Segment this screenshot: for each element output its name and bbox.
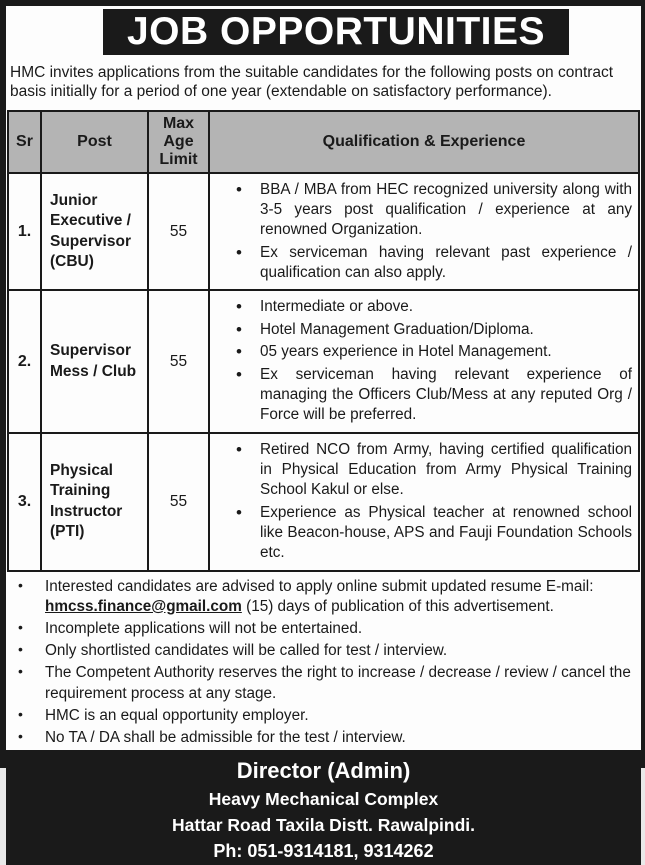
row-post: Junior Executive / Supervisor (CBU) <box>41 173 148 291</box>
col-header-max-age: Max Age Limit <box>148 111 209 173</box>
qualification-item: • 05 years experience in Hotel Management. <box>210 342 632 362</box>
note-apply-instructions <box>11 577 634 617</box>
row-post: Supervisor Mess / Club <box>41 290 148 432</box>
qualification-item: • Ex serviceman having relevant past experience / qualification can also apply. <box>210 243 632 284</box>
note-apply-suffix: (15) days of publication of this advertisement. <box>241 597 554 615</box>
row-qualifications <box>209 290 639 432</box>
col-header-post: Post <box>41 111 148 173</box>
qualification-item: • Retired NCO from Army, having certified qualification in Physical Education from Army Physical Training School Kakul or else. <box>210 440 632 501</box>
jobs-table <box>7 110 640 572</box>
note-item: • Only shortlisted candidates will be called for test / interview. <box>11 641 634 661</box>
footer-signatory: Director (Admin) <box>236 758 411 784</box>
qualification-item: • Hotel Management Graduation/Diploma. <box>210 320 632 340</box>
row-sr: 3. <box>8 433 41 571</box>
col-header-sr: Sr <box>8 111 41 173</box>
row-qualifications <box>209 433 639 571</box>
note-item: • HMC is an equal opportunity employer. <box>11 706 634 726</box>
row-post: Physical Training Instructor (PTI) <box>41 433 148 571</box>
ad-title: JOB OPPORTUNITIES <box>126 10 546 53</box>
footer-address: Hattar Road Taxila Distt. Rawalpindi. <box>171 814 476 835</box>
row-max-age: 55 <box>148 290 209 432</box>
row-max-age: 55 <box>148 173 209 291</box>
row-sr: 1. <box>8 173 41 291</box>
qualification-item: • Intermediate or above. <box>210 297 632 317</box>
ad-title-banner <box>103 9 569 55</box>
footer-phone: Ph: 051-9314181, 9314262 <box>213 841 434 862</box>
qualification-item: • BBA / MBA from HEC recognized university along with 3-5 years post qualification / experience at any renowned Organization. <box>210 180 632 241</box>
qualification-item: • Ex serviceman having relevant experience of managing the Officers Club/Mess at any reputed Org / Force will be preferred. <box>210 365 632 426</box>
qualification-item: • Experience as Physical teacher at renowned school like Beacon-house, APS and Fauji Foundation Schools etc. <box>210 503 632 564</box>
row-max-age: 55 <box>148 433 209 571</box>
general-notes <box>6 572 641 751</box>
row-qualifications <box>209 173 639 291</box>
footer-contact-block <box>6 750 641 865</box>
note-item: • The Competent Authority reserves the right to increase / decrease / review / cancel the requirement process at any stage. <box>11 663 634 703</box>
contact-email: hmcss.finance@gmail.com <box>45 597 242 615</box>
note-apply-prefix: Interested candidates are advised to apply online submit updated resume E-mail: <box>45 577 594 595</box>
table-header-row <box>8 111 639 173</box>
table-row <box>8 433 639 571</box>
row-sr: 2. <box>8 290 41 432</box>
col-header-qualification: Qualification & Experience <box>209 111 639 173</box>
note-item: • Incomplete applications will not be entertained. <box>11 619 634 639</box>
intro-paragraph: HMC invites applications from the suitable candidates for the following posts on contract basis initially for a period of one year (extendable on satisfactory performance). <box>10 64 614 101</box>
table-row <box>8 173 639 291</box>
footer-organization: Heavy Mechanical Complex <box>208 788 439 809</box>
note-item: • No TA / DA shall be admissible for the test / interview. <box>11 728 634 748</box>
table-row <box>8 290 639 432</box>
